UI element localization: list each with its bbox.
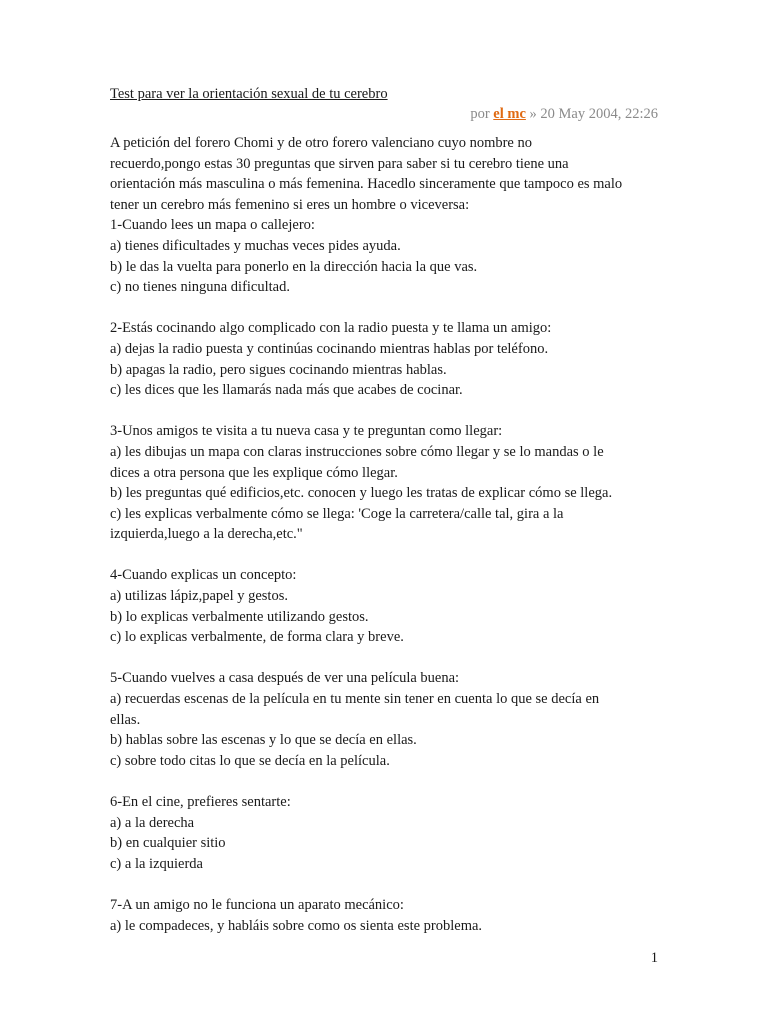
answer-option: a) les dibujas un mapa con claras instrucciones sobre cómo llegar y se lo mandas o le	[110, 443, 604, 460]
answer-option: c) lo explicas verbalmente, de forma clara y breve.	[110, 629, 404, 646]
question-line: 3-Unos amigos te visita a tu nueva casa y te preguntan como llegar:	[110, 423, 503, 440]
author-link[interactable]: el mc	[493, 106, 526, 122]
intro-line: orientación más masculina o más femenina. Hacedlo sinceramente que tampoco es malo	[110, 176, 623, 193]
question-line: 4-Cuando explicas un concepto:	[110, 567, 297, 584]
answer-option: a) recuerdas escenas de la película en tu mente sin tener en cuenta lo que se decía en	[110, 691, 600, 708]
post-byline	[470, 104, 658, 124]
intro-line: recuerdo,pongo estas 30 preguntas que sirven para saber si tu cerebro tiene una	[110, 155, 569, 172]
answer-option: c) les dices que les llamarás nada más que acabes de cocinar.	[110, 382, 463, 399]
answer-option: b) le das la vuelta para ponerlo en la dirección hacia la que vas.	[110, 258, 478, 275]
answer-option-continued: izquierda,luego a la derecha,etc."	[110, 526, 303, 543]
answer-option: b) hablas sobre las escenas y lo que se decía en ellas.	[110, 732, 417, 749]
answer-option: c) sobre todo citas lo que se decía en la película.	[110, 752, 390, 769]
answer-option: a) utilizas lápiz,papel y gestos.	[110, 588, 288, 605]
answer-option: a) tienes dificultades y muchas veces pides ayuda.	[110, 237, 401, 254]
question-2	[110, 318, 660, 400]
byline-date: » 20 May 2004, 22:26	[525, 106, 658, 122]
question-3	[110, 421, 660, 545]
answer-option: b) lo explicas verbalmente utilizando gestos.	[110, 608, 369, 625]
question-line: 1-Cuando lees un mapa o callejero:	[110, 217, 315, 234]
question-7	[110, 895, 660, 936]
answer-option: b) les preguntas qué edificios,etc. conocen y luego les tratas de explicar cómo se llega.	[110, 485, 613, 502]
answer-option: b) en cualquier sitio	[110, 835, 226, 852]
answer-option: a) le compadeces, y habláis sobre como os sienta este problema.	[110, 917, 483, 934]
answer-option: c) no tienes ninguna dificultad.	[110, 279, 290, 296]
byline-prefix: por	[470, 106, 494, 122]
intro-paragraph	[110, 133, 660, 215]
question-line: 5-Cuando vuelves a casa después de ver una película buena:	[110, 670, 460, 687]
answer-option: c) a la izquierda	[110, 855, 203, 872]
answer-option: b) apagas la radio, pero sigues cocinando mientras hablas.	[110, 361, 447, 378]
intro-line: A petición del forero Chomi y de otro forero valenciano cuyo nombre no	[110, 135, 532, 151]
answer-option: a) a la derecha	[110, 814, 195, 831]
document-body	[110, 133, 660, 957]
question-line: 2-Estás cocinando algo complicado con la radio puesta y te llama un amigo:	[110, 320, 552, 337]
answer-option-continued: ellas.	[110, 711, 141, 728]
question-5	[110, 668, 660, 771]
question-4	[110, 565, 660, 647]
page-number: 1	[650, 950, 658, 966]
question-1	[110, 215, 660, 297]
intro-line: tener un cerebro más femenino si eres un hombre o viceversa:	[110, 196, 470, 213]
question-line: 6-En el cine, prefieres sentarte:	[110, 794, 291, 810]
answer-option-continued: dices a otra persona que les explique cómo llegar.	[110, 464, 398, 481]
document-title: Test para ver la orientación sexual de tu cerebro	[110, 86, 388, 102]
answer-option: c) les explicas verbalmente cómo se llega: 'Coge la carretera/calle tal, gira a la	[110, 505, 564, 522]
answer-option: a) dejas la radio puesta y continúas cocinando mientras hablas por teléfono.	[110, 340, 549, 357]
question-6	[110, 792, 660, 874]
question-line: 7-A un amigo no le funciona un aparato mecánico:	[110, 896, 404, 913]
